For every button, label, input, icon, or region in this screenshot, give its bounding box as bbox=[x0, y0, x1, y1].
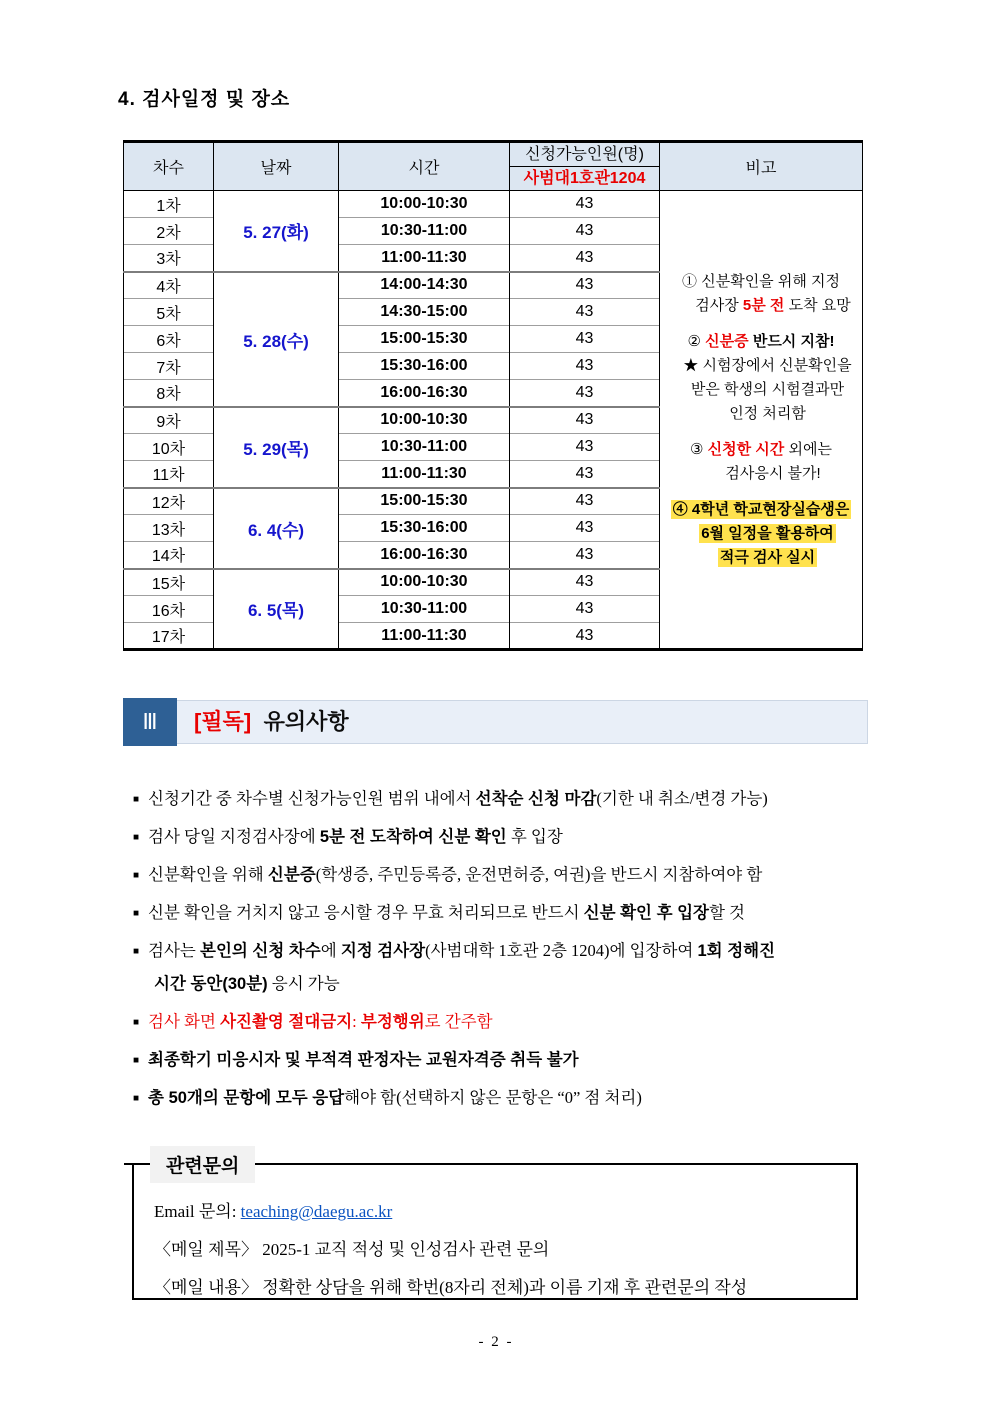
round-cell: 7차 bbox=[124, 353, 214, 380]
round-cell: 1차 bbox=[124, 191, 214, 218]
date-cell: 5. 28(수) bbox=[214, 272, 339, 407]
remark-4 bbox=[660, 498, 862, 570]
remark-3 bbox=[660, 438, 862, 486]
round-cell: 6차 bbox=[124, 326, 214, 353]
schedule-table-wrap bbox=[123, 140, 863, 651]
capacity-cell: 43 bbox=[510, 245, 660, 272]
round-cell: 5차 bbox=[124, 299, 214, 326]
header-time: 시간 bbox=[339, 142, 510, 191]
remark-2-id: 신분증 bbox=[705, 332, 749, 350]
square-bullet-icon: ■ bbox=[133, 1017, 140, 1028]
header-capacity-label: 신청가능인원(명) bbox=[510, 143, 659, 167]
table-row bbox=[124, 191, 863, 218]
notice-item: ■ 총 50개의 문항에 모두 응답해야 함(선택하지 않은 문항은 “0” 점 처리) bbox=[133, 1088, 642, 1107]
remark-2-line4: 인정 처리함 bbox=[729, 404, 806, 422]
round-cell: 13차 bbox=[124, 515, 214, 542]
header-date: 날짜 bbox=[214, 142, 339, 191]
capacity-cell: 43 bbox=[510, 353, 660, 380]
time-cell: 14:30-15:00 bbox=[339, 299, 510, 326]
capacity-cell: 43 bbox=[510, 596, 660, 623]
round-cell: 15차 bbox=[124, 569, 214, 596]
remark-3-line1: 외에는 bbox=[784, 440, 832, 458]
time-cell: 15:00-15:30 bbox=[339, 488, 510, 515]
square-bullet-icon: ■ bbox=[133, 794, 140, 805]
remark-3-time: 신청한 시간 bbox=[707, 440, 785, 458]
remark-2-num: ② bbox=[687, 332, 701, 350]
header-round: 차수 bbox=[124, 142, 214, 191]
remark-1 bbox=[660, 270, 862, 318]
remark-1-line2: 검사장 5분 전 도착 요망 bbox=[695, 296, 851, 314]
header-capacity-location: 사범대1호관1204 bbox=[523, 170, 646, 187]
contact-box bbox=[132, 1163, 858, 1300]
round-cell: 8차 bbox=[124, 380, 214, 407]
date-cell: 5. 29(목) bbox=[214, 407, 339, 488]
remark-2 bbox=[660, 330, 862, 426]
round-cell: 17차 bbox=[124, 623, 214, 650]
square-bullet-icon: ■ bbox=[133, 1093, 140, 1104]
square-bullet-icon: ■ bbox=[133, 870, 140, 881]
time-cell: 10:00-10:30 bbox=[339, 191, 510, 218]
section-header-bar bbox=[123, 700, 868, 744]
contact-email-line bbox=[154, 1197, 856, 1222]
header-remarks: 비고 bbox=[660, 142, 863, 191]
round-cell: 9차 bbox=[124, 407, 214, 434]
email-link[interactable]: teaching@daegu.ac.kr bbox=[240, 1202, 393, 1221]
remark-3-line2: 검사응시 불가! bbox=[725, 464, 821, 482]
remark-1-num: ① bbox=[682, 272, 698, 290]
time-cell: 10:30-11:00 bbox=[339, 218, 510, 245]
header-capacity bbox=[510, 142, 660, 191]
time-cell: 10:30-11:00 bbox=[339, 434, 510, 461]
notice-item: ■ 검사 당일 지정검사장에 5분 전 도착하여 신분 확인 후 입장 bbox=[133, 827, 563, 846]
notice-item-continuation: 시간 동안(30분) 응시 가능 bbox=[154, 974, 340, 993]
capacity-cell: 43 bbox=[510, 218, 660, 245]
remark-4-line3: 적극 검사 실시 bbox=[719, 548, 816, 566]
page-number: - 2 - bbox=[478, 1334, 514, 1350]
capacity-cell: 43 bbox=[510, 623, 660, 650]
time-cell: 14:00-14:30 bbox=[339, 272, 510, 299]
notice-item: ■ 신분 확인을 거치지 않고 응시할 경우 무효 처리되므로 반드시 신분 확인 후 입장할 것 bbox=[133, 903, 745, 922]
remarks-cell bbox=[660, 191, 863, 650]
time-cell: 10:00-10:30 bbox=[339, 569, 510, 596]
schedule-table bbox=[123, 140, 863, 651]
remark-2-line2: ★ 시험장에서 신분확인을 bbox=[683, 356, 852, 374]
round-cell: 4차 bbox=[124, 272, 214, 299]
square-bullet-icon: ■ bbox=[133, 908, 140, 919]
capacity-cell: 43 bbox=[510, 272, 660, 299]
capacity-cell: 43 bbox=[510, 461, 660, 488]
round-cell: 14차 bbox=[124, 542, 214, 569]
time-cell: 11:00-11:30 bbox=[339, 461, 510, 488]
round-cell: 16차 bbox=[124, 596, 214, 623]
notice-item: ■ 신분확인을 위해 신분증(학생증, 주민등록증, 운전면허증, 여권)을 반드시 지참하여야 함 bbox=[133, 865, 763, 884]
capacity-cell: 43 bbox=[510, 542, 660, 569]
notice-item-warning: ■ 검사 화면 사진촬영 절대금지: 부정행위로 간주함 bbox=[133, 1012, 493, 1031]
capacity-cell: 43 bbox=[510, 326, 660, 353]
capacity-cell: 43 bbox=[510, 515, 660, 542]
time-cell: 10:30-11:00 bbox=[339, 596, 510, 623]
remark-2-line3: 받은 학생의 시험결과만 bbox=[690, 380, 845, 398]
section-tag: [필독] bbox=[194, 709, 252, 734]
time-cell: 15:30-16:00 bbox=[339, 515, 510, 542]
square-bullet-icon: ■ bbox=[133, 946, 140, 957]
capacity-cell: 43 bbox=[510, 380, 660, 407]
round-cell: 3차 bbox=[124, 245, 214, 272]
time-cell: 11:00-11:30 bbox=[339, 623, 510, 650]
time-cell: 16:00-16:30 bbox=[339, 542, 510, 569]
notice-item: ■ 최종학기 미응시자 및 부적격 판정자는 교원자격증 취득 불가 bbox=[133, 1051, 579, 1069]
capacity-cell: 43 bbox=[510, 299, 660, 326]
capacity-cell: 43 bbox=[510, 407, 660, 434]
date-cell: 6. 5(목) bbox=[214, 569, 339, 650]
notice-item: ■ 신청기간 중 차수별 신청가능인원 범위 내에서 선착순 신청 마감(기한 내 취소/변경 가능) bbox=[133, 789, 768, 808]
round-cell: 11차 bbox=[124, 461, 214, 488]
section-number-box: Ⅲ bbox=[123, 698, 177, 746]
round-cell: 10차 bbox=[124, 434, 214, 461]
round-cell: 2차 bbox=[124, 218, 214, 245]
capacity-cell: 43 bbox=[510, 569, 660, 596]
time-cell: 10:00-10:30 bbox=[339, 407, 510, 434]
page-title: 4. 검사일정 및 장소 bbox=[118, 89, 291, 110]
date-cell: 6. 4(수) bbox=[214, 488, 339, 569]
round-cell: 12차 bbox=[124, 488, 214, 515]
square-bullet-icon: ■ bbox=[133, 1055, 140, 1066]
capacity-cell: 43 bbox=[510, 191, 660, 218]
time-cell: 16:00-16:30 bbox=[339, 380, 510, 407]
square-bullet-icon: ■ bbox=[133, 832, 140, 843]
remark-1-line1: 신분확인을 위해 지정 bbox=[701, 272, 840, 290]
section-title: 유의사항 bbox=[263, 709, 349, 734]
remark-4-line2: 6월 일정을 활용하여 bbox=[701, 524, 834, 542]
contact-box-title: 관련문의 bbox=[150, 1146, 255, 1183]
contact-body-line: 〈메일 내용〉 정확한 상담을 위해 학번(8자리 전체)과 이름 기재 후 관련문의 작성 bbox=[154, 1278, 748, 1297]
time-cell: 11:00-11:30 bbox=[339, 245, 510, 272]
email-label: Email 문의: bbox=[154, 1202, 241, 1221]
remark-2-line1: 반드시 지참! bbox=[748, 332, 835, 350]
time-cell: 15:30-16:00 bbox=[339, 353, 510, 380]
remark-3-num: ③ bbox=[690, 440, 704, 458]
remark-4-line1: ④ 4학년 학교현장실습생은 bbox=[672, 500, 850, 518]
notice-item: ■ 검사는 본인의 신청 차수에 지정 검사장(사범대학 1호관 2층 1204)에 입장하여 1회 정해진 시간 동안(30분) 응시 가능 bbox=[133, 938, 893, 997]
notice-list bbox=[133, 786, 893, 1123]
table-header-row bbox=[124, 142, 863, 191]
capacity-cell: 43 bbox=[510, 488, 660, 515]
date-cell: 5. 27(화) bbox=[214, 191, 339, 272]
contact-subject-line: 〈메일 제목〉 2025-1 교직 적성 및 인성검사 관련 문의 bbox=[154, 1240, 550, 1259]
capacity-cell: 43 bbox=[510, 434, 660, 461]
time-cell: 15:00-15:30 bbox=[339, 326, 510, 353]
